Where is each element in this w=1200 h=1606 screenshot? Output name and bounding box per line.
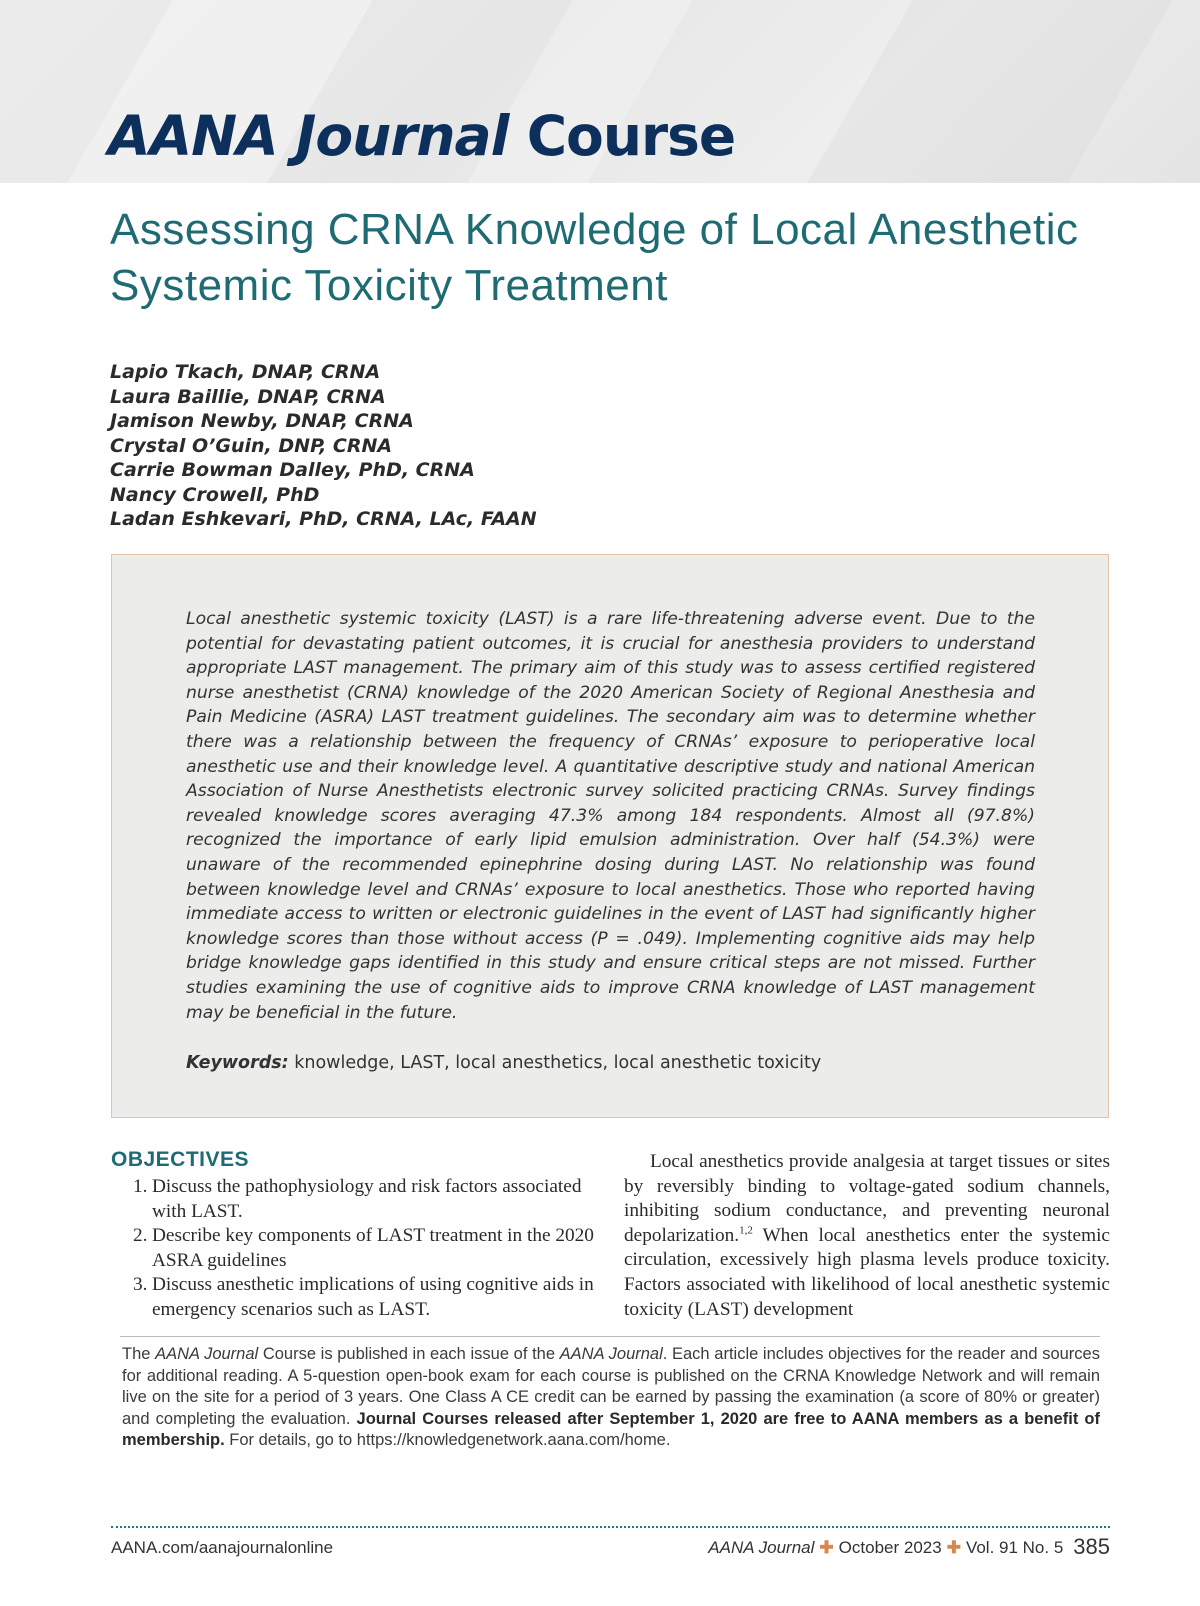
article-title: Assessing CRNA Knowledge of Local Anesthetic Systemic Toxicity Treatment <box>110 205 1079 310</box>
author: Crystal O’Guin, DNP, CRNA <box>110 434 393 457</box>
objective-number: 1. <box>133 1176 148 1197</box>
author-list <box>110 360 537 532</box>
body-text: Local anesthetics provide analgesia at target tissues or sites by reversibly binding to voltage-gated sodium channels, inhibiting sodium conductance, and preventing neuronal depolarization. <box>624 1151 1110 1246</box>
author: Laura Baillie, DNAP, CRNA <box>110 385 386 408</box>
banner-facet <box>807 0 1173 183</box>
journal-masthead <box>108 104 735 168</box>
objective-item <box>111 1224 597 1273</box>
objective-item <box>111 1273 597 1322</box>
abstract-text: Local anesthetic systemic toxicity (LAST) is a rare life-threatening adverse event. Due to the potential for devastating patient outcomes, it is crucial for anesthesia providers to understand appropriate LAST management. The primary aim of this study was to assess certified registered nurse anesthetist (CRNA) knowledge of the 2020 American Society of Regional Anesthesia and Pain Medicine (ASRA) LAST treatment guidelines. The secondary aim was to determine whether there was a relationship between the frequency of CRNAs’ exposure to perioperative local anesthetic use and their knowledge level. A quantitative descriptive study and national American Association of Nurse Anesthetists electronic survey solicited practicing CRNAs. Survey findings revealed knowledge scores averaging 47.3% among 184 respondents. Almost all (97.8%) recognized the importance of early lipid emulsion administration. Over half (54.3%) were unaware of the recommended epinephrine dosing during LAST. No relationship was found between knowledge level and CRNAs’ exposure to local anesthetics. Those who reported having immediate access to written or electronic guidelines in the event of LAST had significantly higher knowledge scores than those without access (P = .049). Implementing cognitive aids may help bridge knowledge gaps identified in this study and ensure critical steps are not missed. Further studies examining the use of cognitive aids to improve CRNA knowledge of LAST management may be beneficial in the future. <box>186 609 1035 1023</box>
author: Carrie Bowman Dalley, PhD, CRNA <box>110 459 475 481</box>
objective-number: 3. <box>133 1274 148 1296</box>
header-banner <box>0 0 1200 183</box>
cross-icon: ✚ <box>819 1538 834 1557</box>
page-number: 385 <box>1073 1534 1110 1559</box>
course-footnote <box>122 1344 1100 1452</box>
objective-text: Describe key components of LAST treatment in the 2020 ASRA guidelines <box>152 1225 594 1271</box>
footnote-journal-name: AANA Journal <box>559 1345 663 1363</box>
author: Jamison Newby, DNAP, CRNA <box>110 410 414 432</box>
footnote-membership-note: Journal Courses released after September 1, 2020 are free to AANA members as a benefit of membership. <box>122 1409 1101 1450</box>
objective-item <box>111 1175 597 1224</box>
footnote-details-link: For details, go to https://knowledgenetwork.aana.com/home. <box>224 1431 671 1450</box>
body-paragraph <box>624 1150 1110 1322</box>
keywords-list: knowledge, LAST, local anesthetics, local anesthetic toxicity <box>294 1053 822 1073</box>
objectives-heading: OBJECTIVES <box>111 1148 250 1171</box>
footnote-divider <box>120 1336 1100 1337</box>
body-text-continued: When local anesthetics enter the systemic circulation, excessively high plasma levels produce toxicity. Factors associated with likelihood of local anesthetic systemic toxicity (LAST) development <box>624 1224 1110 1320</box>
author: Ladan Eshkevari, PhD, CRNA, LAc, FAAN <box>110 508 537 530</box>
masthead-journal-name: AANA Journal <box>108 104 509 168</box>
objective-text: Discuss anesthetic implications of using cognitive aids in emergency scenarios such as LAST. <box>152 1274 594 1320</box>
reference-superscript: 1,2 <box>739 1224 753 1237</box>
footer-journal: AANA Journal <box>708 1538 815 1557</box>
cross-icon: ✚ <box>946 1538 961 1557</box>
footer-citation <box>708 1534 1110 1560</box>
footer-divider <box>111 1526 1110 1528</box>
keywords <box>186 1053 1046 1073</box>
keywords-label: Keywords: <box>186 1053 289 1073</box>
objectives-list <box>111 1175 597 1323</box>
footnote-text: The <box>122 1345 156 1363</box>
footnote-text: Course is published in each issue of the <box>258 1345 560 1363</box>
author: Nancy Crowell, PhD <box>110 483 320 506</box>
masthead-course: Course <box>526 104 736 168</box>
footer-date: October 2023 <box>838 1538 942 1557</box>
footer-volume: Vol. 91 No. 5 <box>965 1538 1064 1557</box>
footnote-journal-name: AANA Journal <box>155 1345 259 1363</box>
objective-text: Discuss the pathophysiology and risk factors associated with LAST. <box>152 1176 582 1222</box>
author: Lapio Tkach, DNAP, CRNA <box>110 361 381 383</box>
abstract-box <box>111 554 1109 1118</box>
footnote-text: . Each article includes objectives for the reader and sources for additional reading. A 5-question open-book exam for each course is published on the CRNA Knowledge Network and will remain live on the site for a period of 3 years. One Class A CE credit can be earned by passing the examination (a score of 80% or greater) and completing the evaluation. <box>122 1345 1100 1428</box>
footer-url: AANA.com/aanajournalonline <box>111 1538 334 1557</box>
objective-number: 2. <box>133 1225 148 1247</box>
